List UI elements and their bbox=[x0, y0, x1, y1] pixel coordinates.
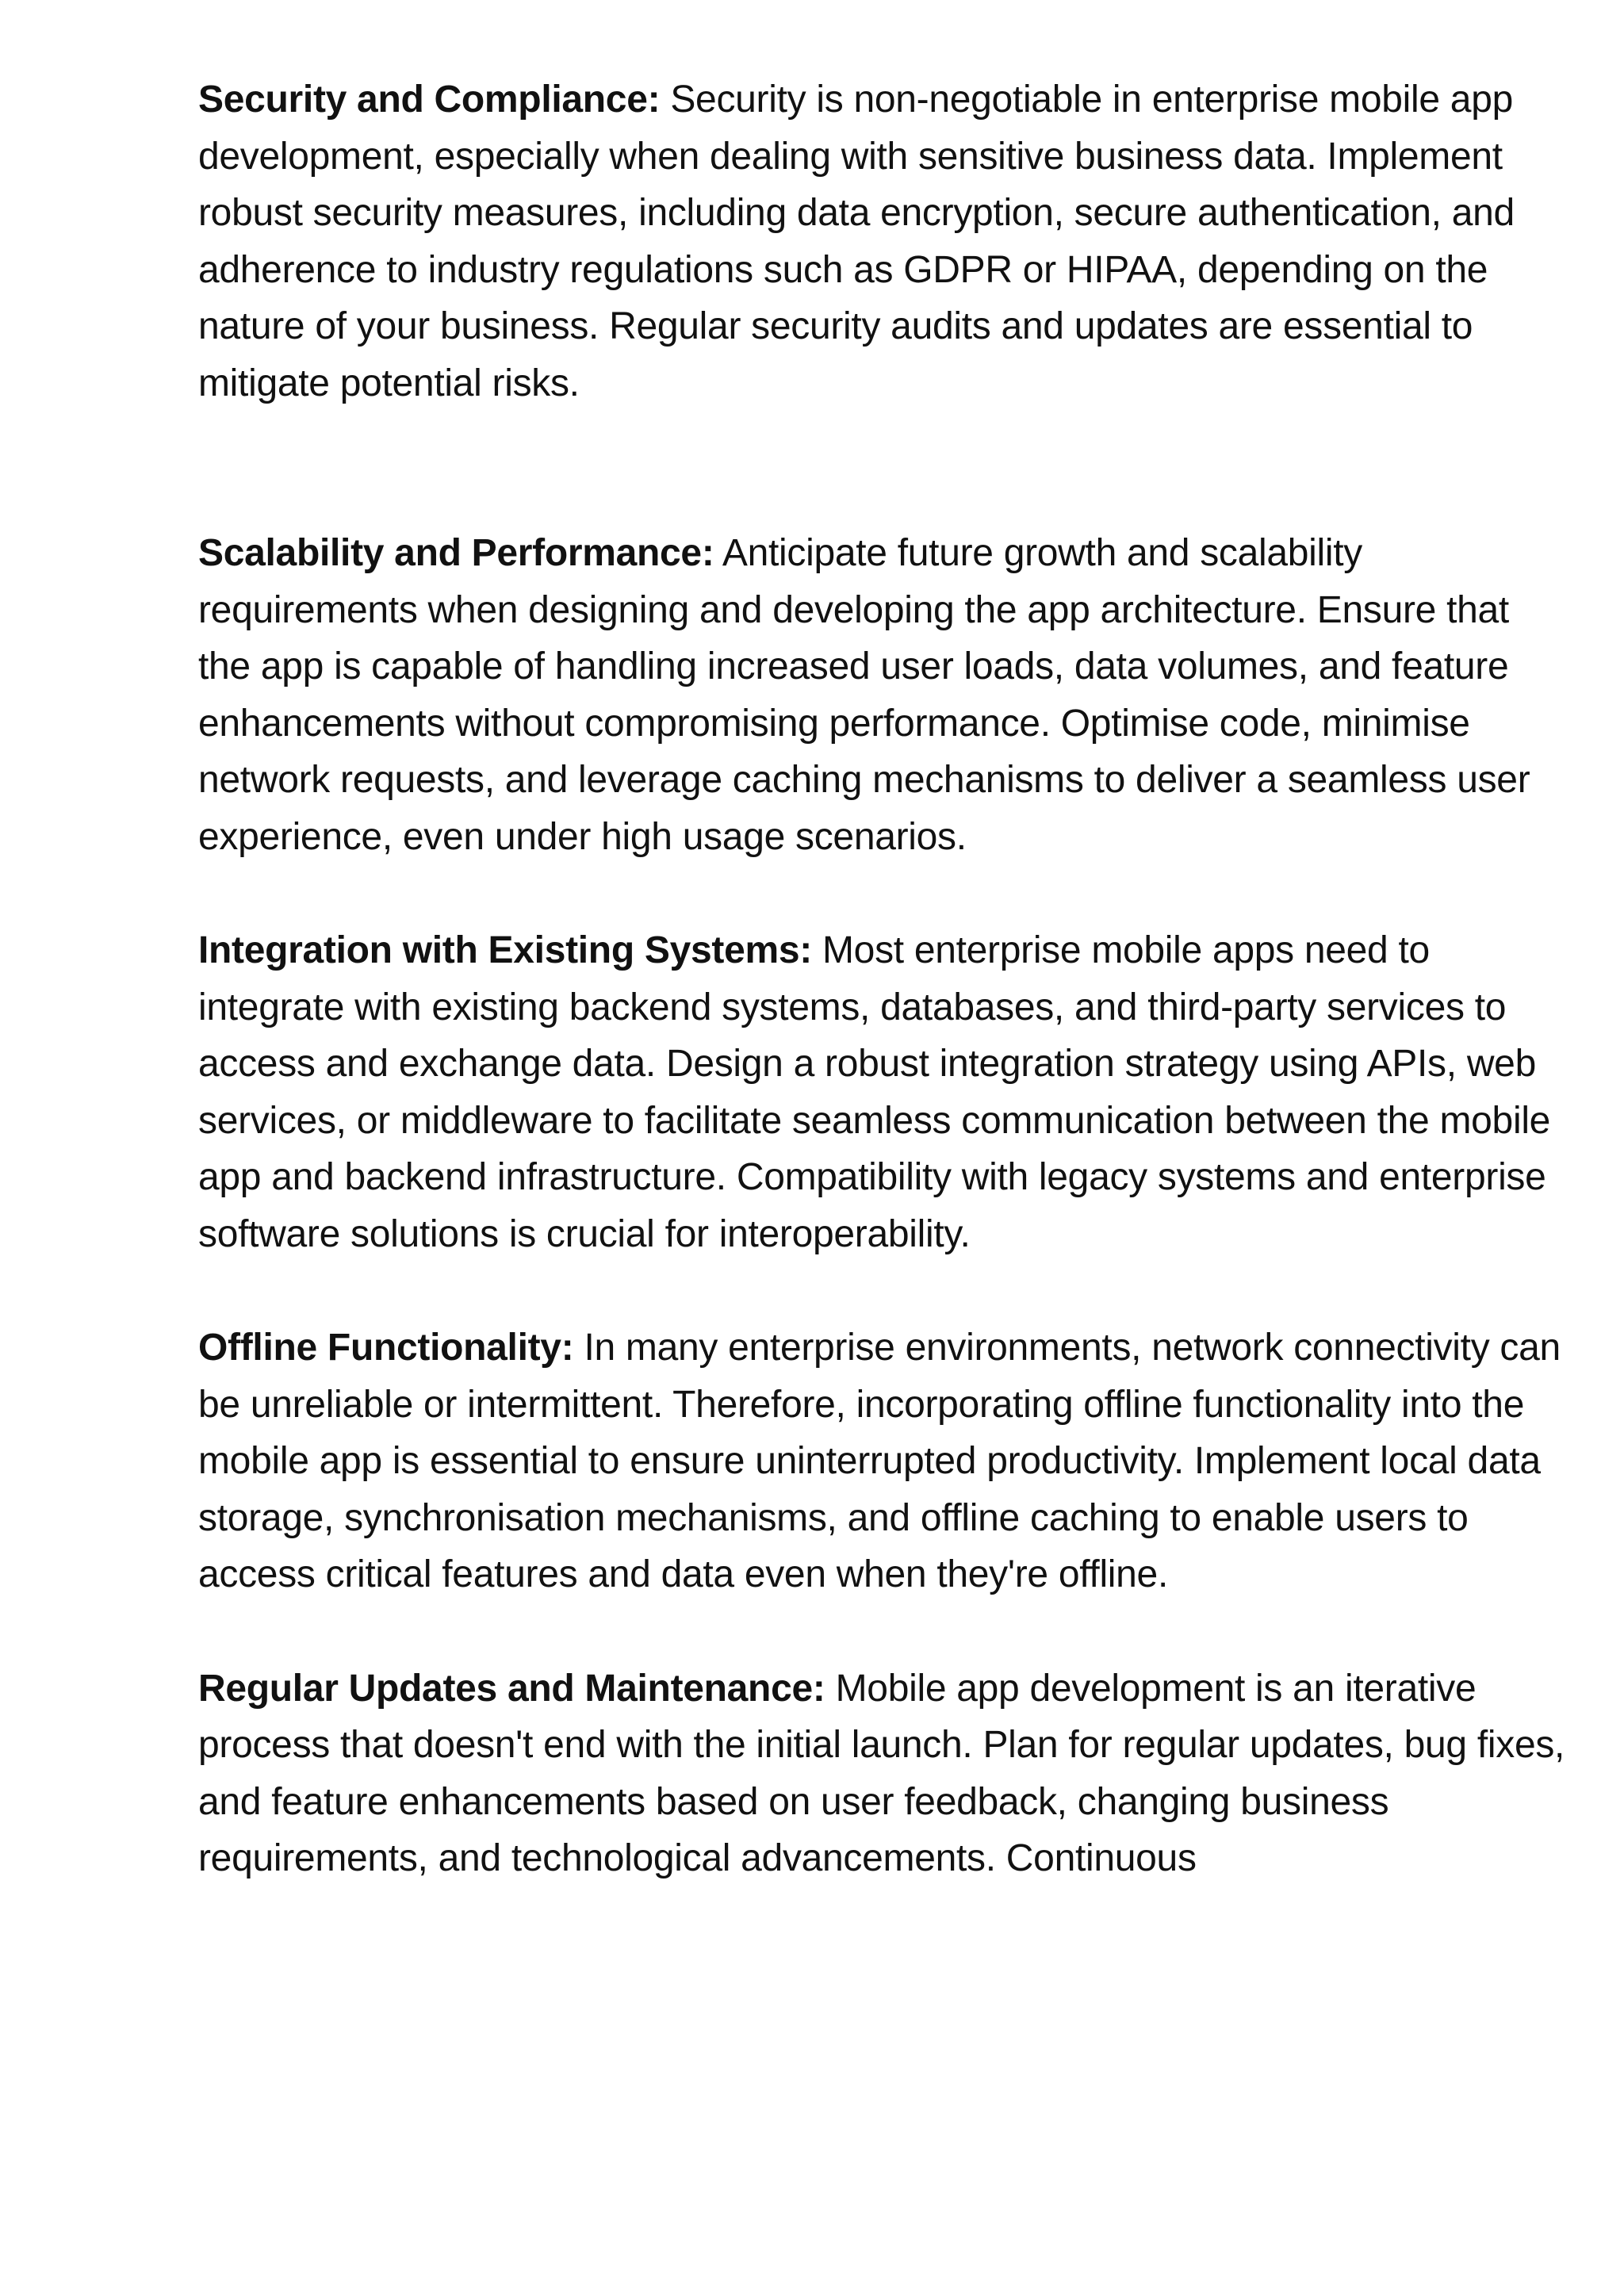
section-body: Anticipate future growth and scalability requirements when designing and developing the app architecture. Ensure that the app is capable of handling increased user loads, data volumes, and feature enhancements without compromising performance. Optimise code, minimise network requests, and leverage caching mechanisms to deliver a seamless user experience, even under high usage scenarios. bbox=[198, 532, 1530, 858]
document-body bbox=[198, 71, 1566, 1887]
section-heading: Regular Updates and Maintenance: bbox=[198, 1667, 825, 1710]
section-body: Security is non-negotiable in enterprise mobile app development, especially when dealing with sensitive business data. Implement robust security measures, including data encryption, secure authentication, and adherence to industry regulations such as GDPR or HIPAA, depending on the nature of your business. Regular security audits and updates are essential to mitigate potential risks. bbox=[198, 79, 1515, 404]
section-heading: Integration with Existing Systems: bbox=[198, 929, 812, 971]
paragraph bbox=[198, 922, 1566, 1262]
section-updates-maintenance bbox=[198, 1660, 1566, 1887]
section-body: In many enterprise environments, network connectivity can be unreliable or intermittent. Therefore, incorporating offline functionality into the mobile app is essential to ensure uninterrupted productivity. Implement local data storage, synchronisation mechanisms, and offline caching to enable users to access critical features and data even when they're offline. bbox=[198, 1327, 1561, 1595]
spacer bbox=[198, 1603, 1566, 1660]
section-heading: Security and Compliance: bbox=[198, 79, 661, 121]
section-body: Mobile app development is an iterative process that doesn't end with the initial launch. Plan for regular updates, bug fixes, and feature enhancements based on user feedback, changing business requirements, and technological advancements. Continuous bbox=[198, 1667, 1565, 1879]
section-integration bbox=[198, 922, 1566, 1262]
section-body: Most enterprise mobile apps need to integrate with existing backend systems, databases, and third-party services to access and exchange data. Design a robust integration strategy using APIs, web services, or middleware to facilitate seamless communication between the mobile app and backend infrastructure. Compatibility with legacy systems and enterprise software solutions is crucial for interoperability. bbox=[198, 929, 1551, 1255]
spacer bbox=[198, 1262, 1566, 1319]
section-scalability-performance bbox=[198, 525, 1566, 865]
spacer bbox=[198, 412, 1566, 525]
paragraph bbox=[198, 71, 1566, 412]
paragraph bbox=[198, 525, 1566, 865]
section-heading: Offline Functionality: bbox=[198, 1327, 574, 1369]
section-security-compliance bbox=[198, 71, 1566, 412]
paragraph bbox=[198, 1660, 1566, 1887]
section-offline-functionality bbox=[198, 1319, 1566, 1603]
paragraph bbox=[198, 1319, 1566, 1603]
spacer bbox=[198, 865, 1566, 922]
section-heading: Scalability and Performance: bbox=[198, 532, 714, 574]
